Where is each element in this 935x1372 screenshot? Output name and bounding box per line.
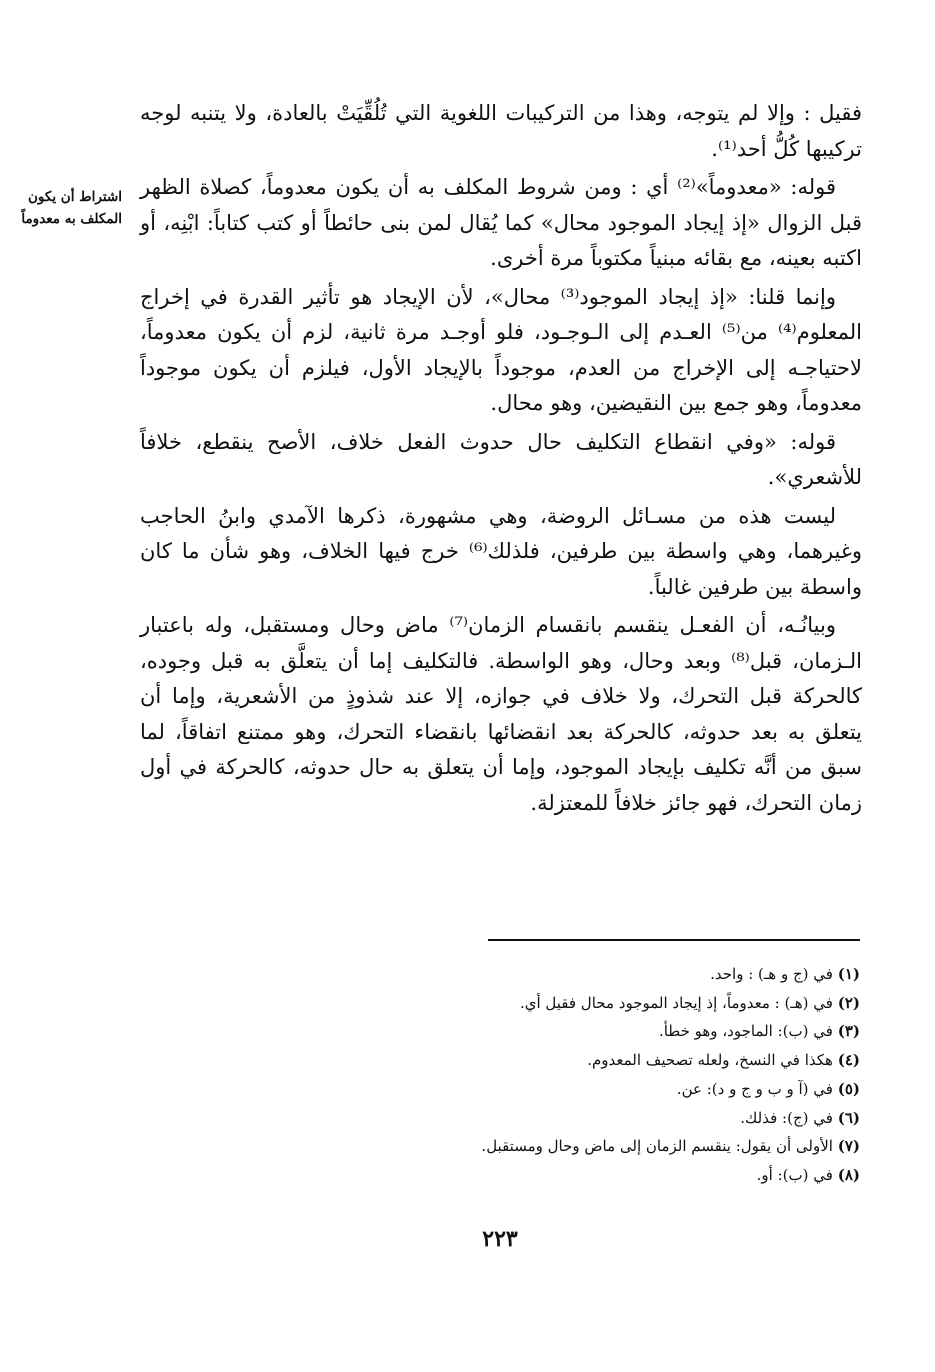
footnote-number: (٨) [837,1165,860,1184]
paragraph-2: قوله: «معدوماً»⁽²⁾ أي : ومن شروط المكلف به أن يكون معدوماً، كصلاة الظهر قبل الزوال «إذ إيجاد الموجود محال» كما يُقال لمن بنى حائطاً أو كتب كتاباً: ابْنِه، أو اكتبه بعينه، مع بقائه مبنياً مكتوباً مرة أخرى. [140,175,862,270]
paragraph-5: ليست هذه من مسـائل الروضة، وهي مشهورة، ذكرها الآمدي وابنُ الحاجب وغيرهما، وهي واسطة بين طرفين، فلذلك⁽⁶⁾ خرج فيها الخلاف، وهو شأن ما كان واسطة بين طرفين غالباً. [140,503,862,599]
footnote-item [380,1161,860,1190]
footnote-text: الأولى أن يقول: ينقسم الزمان إلى ماض وحال ومستقبل. [481,1137,833,1156]
footnote-number: (١) [837,965,860,983]
footnote-text: في (ج): فذلك. [740,1108,833,1127]
footnote-item [380,960,860,989]
footnote-item [380,1132,860,1161]
paragraph-3: وإنما قلنا: «إذ إيجاد الموجود⁽³⁾ محال»، لأن الإيجاد هو تأثير القدرة في إخراج المعلوم⁽⁴⁾ من⁽⁵⁾ العـدم إلى الـوجـود، فلو أوجـد مرة ثانية، لزم أن يكون معدوماً، لاحتياجـه إلى الإخراج من العدم، موجوداً بالإيجاد الأول، فيلزم أن يكون موجوداً معدوماً، وهو جمع بين النقيضين، وهو محال. [140,284,862,415]
footnote-text: في (ج و هـ) : واحد. [710,965,833,983]
footnote-item [380,1075,860,1104]
margin-heading: اشتراط أن يكون المكلف به معدوماً [21,189,122,227]
footnote-number: (٢) [837,993,860,1012]
footnote-text: هكذا في النسخ، ولعله تصحيف المعدوم. [587,1051,833,1070]
footnote-item [380,1017,860,1046]
paragraph-4: قوله: «وفي انقطاع التكليف حال حدوث الفعل خلاف، الأصح ينقطع، خلافاً للأشعري». [140,429,862,489]
main-text-body [140,96,862,824]
footnote-item [380,1104,860,1133]
footnote-number: (٧) [837,1137,860,1156]
footnotes-list [380,960,860,1190]
footnote-item [380,989,860,1018]
footnote-number: (٣) [837,1022,860,1041]
footnote-number: (٥) [837,1079,860,1098]
footnote-text: في (هـ) : معدوماً، إذ إيجاد الموجود محال فقيل أي. [519,993,833,1012]
footnote-text: في (آ و ب و ج و د): عن. [676,1079,833,1098]
page-number: ٢٢٣ [482,1226,518,1252]
paragraph-6: وبيانُـه، أن الفعـل ينقسم بانقسام الزمان⁽⁷⁾ ماض وحال ومستقبل، وله باعتبار الـزمان، قبل⁽⁸⁾ وبعد وحال، وهو الواسطة. فالتكليف إما أن يتعلَّق به قبل وجوده، كالحركة قبل التحرك، ولا خلاف في جوازه، إلا عند شذوذٍ من الأشعرية، وإما أن يتعلق به بعد حدوثه، كالحركة بعد انقضائها بانقضاء التحرك، وهو ممتنع اتفاقاً، لما سبق من أنَّه تكليف بإيجاد الموجود، وإما أن يتعلق به حال حدوثه، كالحركة في أول زمان التحرك، فهو جائز خلافاً للمعتزلة. [140,613,862,815]
footnote-divider [488,939,860,941]
footnote-text: في (ب): أو. [756,1165,833,1184]
footnote-text: في (ب): الماجود، وهو خطأ. [658,1022,833,1041]
footnote-item [380,1046,860,1075]
footnote-number: (٤) [837,1051,860,1070]
footnote-number: (٦) [837,1108,860,1127]
paragraph-1: فقيل : وإلا لم يتوجه، وهذا من التركيبات اللغوية التي تُلُقِّيَتْ بالعادة، ولا يتنبه لوجه تركيبها كُلُّ أحد⁽¹⁾. [140,101,862,161]
